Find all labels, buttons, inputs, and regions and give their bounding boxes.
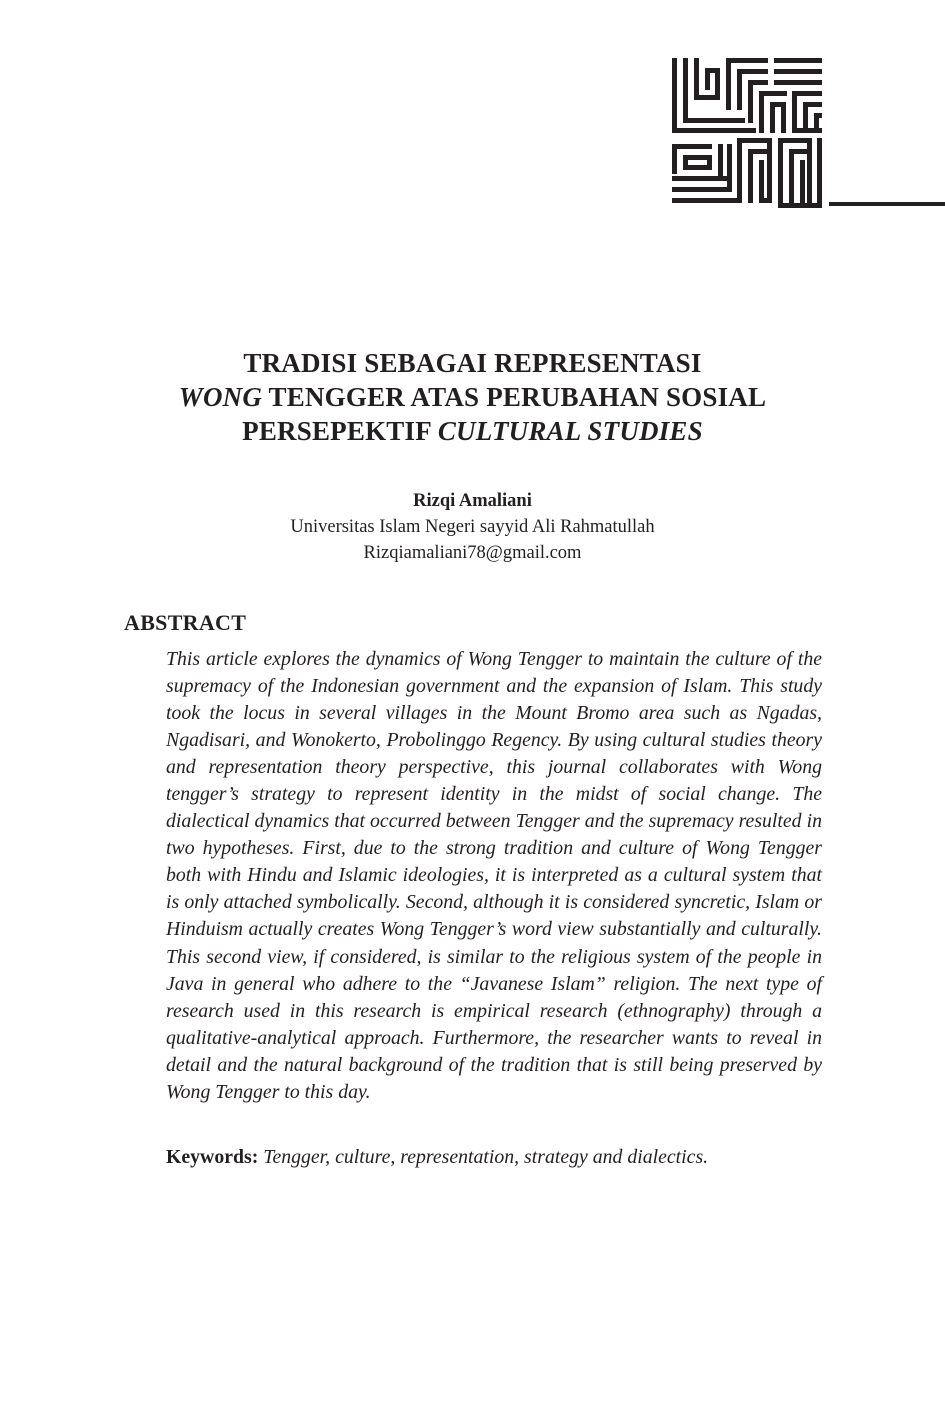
title-line-3 — [100, 414, 845, 448]
abstract-body: This article explores the dynamics of Wong Tengger to maintain the culture of the supremacy of the Indonesian government and the expansion of Islam. This study took the locus in several villages in the Mount Bromo area such as Ngadas, Ngadisari, and Wonokerto, Probolinggo Regency. By using cultural studies theory and representation theory perspective, this journal collaborates with Wong tengger’s strategy to represent identity in the midst of social change. The dialectical dynamics that occurred between Tengger and the supremacy resulted in two hypotheses. First, due to the strong tradition and culture of Wong Tengger both with Hindu and Islamic ideologies, it is interpreted as a cultural system that is only attached symbolically. Second, although it is considered syncretic, Islam or Hinduism actually creates Wong Tengger’s word view substantially and culturally. This second view, if considered, is similar to the religious system of the people in Java in general who adhere to the “Javanese Islam” religion. The next type of research used in this research is empirical research (ethnography) through a qualitative-analytical approach. Furthermore, the researcher wants to reveal in detail and the natural background of the tradition that is still being preserved by Wong Tengger to this day. — [166, 648, 822, 1103]
header-rule — [829, 202, 945, 206]
author-block — [100, 488, 845, 566]
title-line-3-italic: CULTURAL STUDIES — [437, 416, 703, 446]
author-email: Rizqiamaliani78@gmail.com — [363, 543, 582, 563]
kufic-calligraphy-logo-icon — [672, 58, 822, 208]
keywords-label: Keywords: — [166, 1146, 259, 1168]
keywords — [166, 1144, 822, 1171]
title-line-2-rest: TENGGER ATAS PERUBAHAN SOSIAL — [262, 382, 767, 412]
author-affiliation: Universitas Islam Negeri sayyid Ali Rahmatullah — [290, 517, 655, 537]
keywords-text: Tengger, culture, representation, strategy and dialectics. — [263, 1146, 709, 1168]
title-line-2 — [100, 380, 845, 414]
title-line-3-plain: PERSEPEKTIF — [242, 416, 438, 446]
title-italic-word: WONG — [178, 382, 263, 412]
abstract-heading: ABSTRACT — [124, 610, 247, 635]
paper-title — [100, 346, 845, 448]
author-name: Rizqi Amaliani — [413, 491, 532, 511]
title-line-1: TRADISI SEBAGAI REPRESENTASI — [243, 348, 702, 378]
